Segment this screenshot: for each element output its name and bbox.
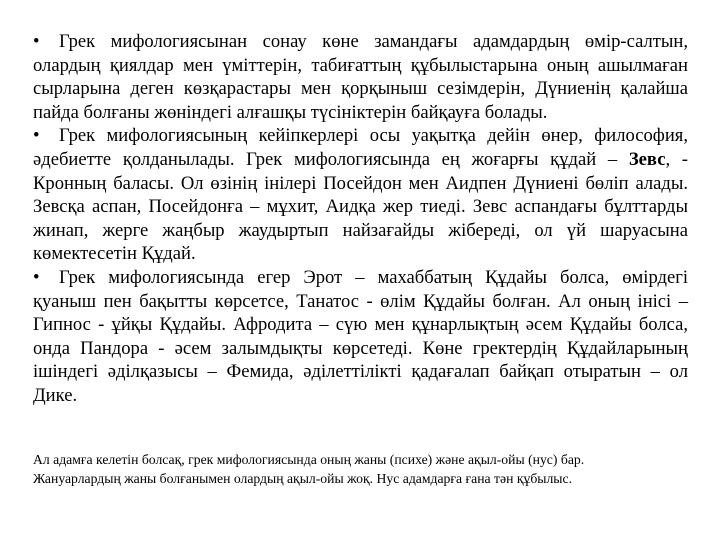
footnote-line-2: Жануарлардың жаны болғанымен олардың ақыл-ойы жоқ. Нус адамдарға ғана тән құбылыс. <box>33 470 573 486</box>
bullet-icon: • <box>33 125 40 147</box>
paragraph-2-text-after: , - Кронның баласы. Ол өзінің інілері Посейдон мен Аидпен Дүниені бөліп алады. Зевсқа аспан, Посейдонға – мұхит, Аидқа жер тиеді. Зевс аспандағы бұлттарды жинап, жерге жаңбыр жаудыртып найзағайды жібереді, ол үй шаруасына көмектесетін Құдай. <box>33 148 688 265</box>
paragraph-3-text: Грек мифологиясында егер Эрот – махаббатың Құдайы болса, өмірдегі қуаныш пен бақытты көрсетсе, Танатос - өлім Құдайы болған. Ал оның інісі – Гипнос - ұйқы Құдайы. Афродита – сүю мен құнарлықтың әсем Құдайы болса, онда Пандора - әсем залымдықты көрсетеді. Көне гректердің Құдайларының ішіндегі әділқазысы – Фемида, әділеттілікті қадағалап байқап отыратын – ол Дике. <box>33 266 688 406</box>
footnote-line-1: Ал адамға келетін болсақ, грек мифологиясында оның жаны (психе) және ақыл-ойы (нус) бар. <box>33 452 585 467</box>
main-text-block <box>33 30 688 408</box>
paragraph-3 <box>33 266 688 408</box>
footnote-block <box>33 451 693 488</box>
paragraph-1-text: Грек мифологиясынан сонау көне замандағы адамдардың өмір-салтын, олардың қиялдар мен үміттерін, табиғаттың құбылыстарына оның ашылмаған сырларына деген көзқарастары мен қорқыныш сезімдерін, Дүниенің қалайша пайда болғаны жөніндегі алғашқы түсініктерін байқауға болады. <box>33 31 688 123</box>
bullet-icon: • <box>33 266 40 288</box>
zeus-name: Зевс <box>628 148 666 170</box>
paragraph-2-text-before: Грек мифологиясының кейіпкерлері осы уақытқа дейін өнер, философия, әдебиетте қолданылады. Грек мифологиясында ең жоғарғы құдай – <box>33 125 688 170</box>
bullet-icon: • <box>33 31 40 52</box>
paragraph-1 <box>33 30 688 124</box>
paragraph-2 <box>33 124 688 266</box>
